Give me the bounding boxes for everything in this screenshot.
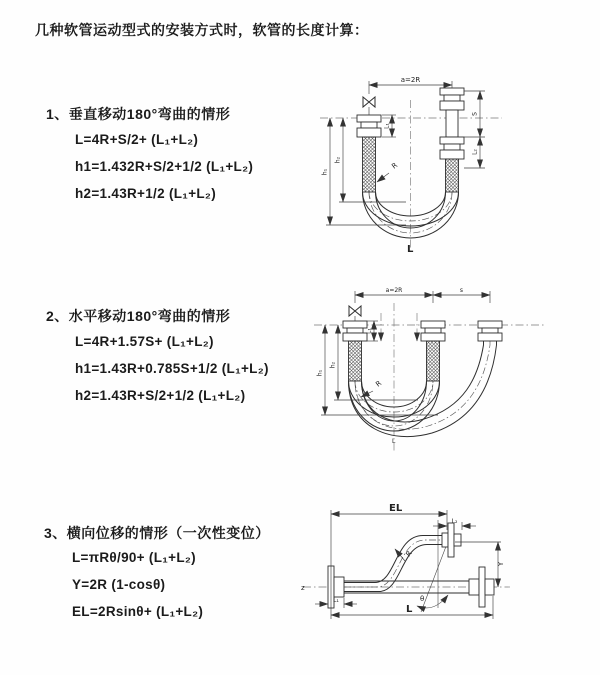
centerlines — [320, 100, 502, 254]
right-pipe-fitting — [440, 88, 464, 192]
page-title: 几种软管运动型式的安装方式时，软管的长度计算： — [35, 22, 369, 38]
dim-label-l1: L₁ — [383, 123, 391, 129]
hose-s-curve — [344, 536, 448, 592]
dim-label-r: R — [374, 379, 384, 389]
formula-s2-h1: h1=1.43R+0.785S+1/2 (L₁+L₂) — [75, 361, 269, 376]
formula-s2-h2: h2=1.43R+S/2+1/2 (L₁+L₂) — [75, 388, 246, 403]
dimensions — [315, 503, 505, 619]
diagram-vertical-bend — [306, 72, 586, 257]
angle-label-theta: θ — [420, 595, 425, 603]
section-1-heading: 1、垂直移动180°弯曲的情形 — [46, 106, 231, 122]
centerline-mark: z — [301, 584, 305, 592]
dim-label-s: S — [471, 112, 479, 116]
dim-label-l2: L₂ — [471, 149, 479, 155]
dim-label-r: R — [390, 161, 400, 171]
bowtie-icon — [349, 306, 361, 321]
dim-label-h1: h₁ — [316, 369, 324, 377]
upper-right-flange — [442, 523, 461, 557]
diagram-lateral-displacement — [295, 500, 590, 650]
hose-wide-u — [349, 341, 497, 437]
dim-label-s: s — [459, 287, 464, 294]
dim-label-h2: h₂ — [334, 156, 342, 164]
dim-label-l: L — [407, 244, 414, 255]
section-2-heading: 2、水平移动180°弯曲的情形 — [46, 308, 231, 324]
dim-label-l1: L₁ — [333, 597, 339, 604]
diagram-horizontal-bend — [306, 283, 586, 468]
bowtie-icon — [363, 97, 375, 115]
lower-right-flange — [469, 567, 494, 607]
dim-label-a2r: a=2R — [400, 76, 421, 84]
dim-label-h2: h₂ — [329, 361, 337, 369]
formula-s3-y: Y=2R (1-cosθ) — [72, 577, 166, 592]
dim-label-l2: L₂ — [451, 518, 458, 525]
dim-label-el: EL — [389, 503, 403, 514]
dim-label-l: L — [406, 604, 413, 615]
section-3-heading: 3、横向位移的情形（一次性变位） — [44, 525, 270, 541]
dim-label-h1: h₁ — [321, 168, 329, 176]
formula-s3-l: L=πRθ/90+ (L₁+L₂) — [72, 550, 196, 565]
dim-label-a2r: a=2R — [385, 287, 403, 294]
formula-s1-h2: h2=1.43R+1/2 (L₁+L₂) — [75, 186, 217, 201]
left-pipe-fitting — [357, 115, 381, 192]
formula-s2-l: L=4R+1.57S+ (L₁+L₂) — [75, 334, 214, 349]
dim-label-l: L — [392, 438, 396, 445]
dimensions — [317, 287, 491, 445]
dim-label-y: Y — [497, 561, 505, 567]
formula-s1-h1: h1=1.432R+S/2+1/2 (L₁+L₂) — [75, 159, 254, 174]
dim-label-l1: L₁ — [365, 328, 373, 334]
formula-s1-l: L=4R+S/2+ (L₁+L₂) — [75, 132, 199, 147]
formula-s3-el: EL=2Rsinθ+ (L₁+L₂) — [72, 604, 204, 619]
dim-label-r: R — [404, 549, 414, 559]
